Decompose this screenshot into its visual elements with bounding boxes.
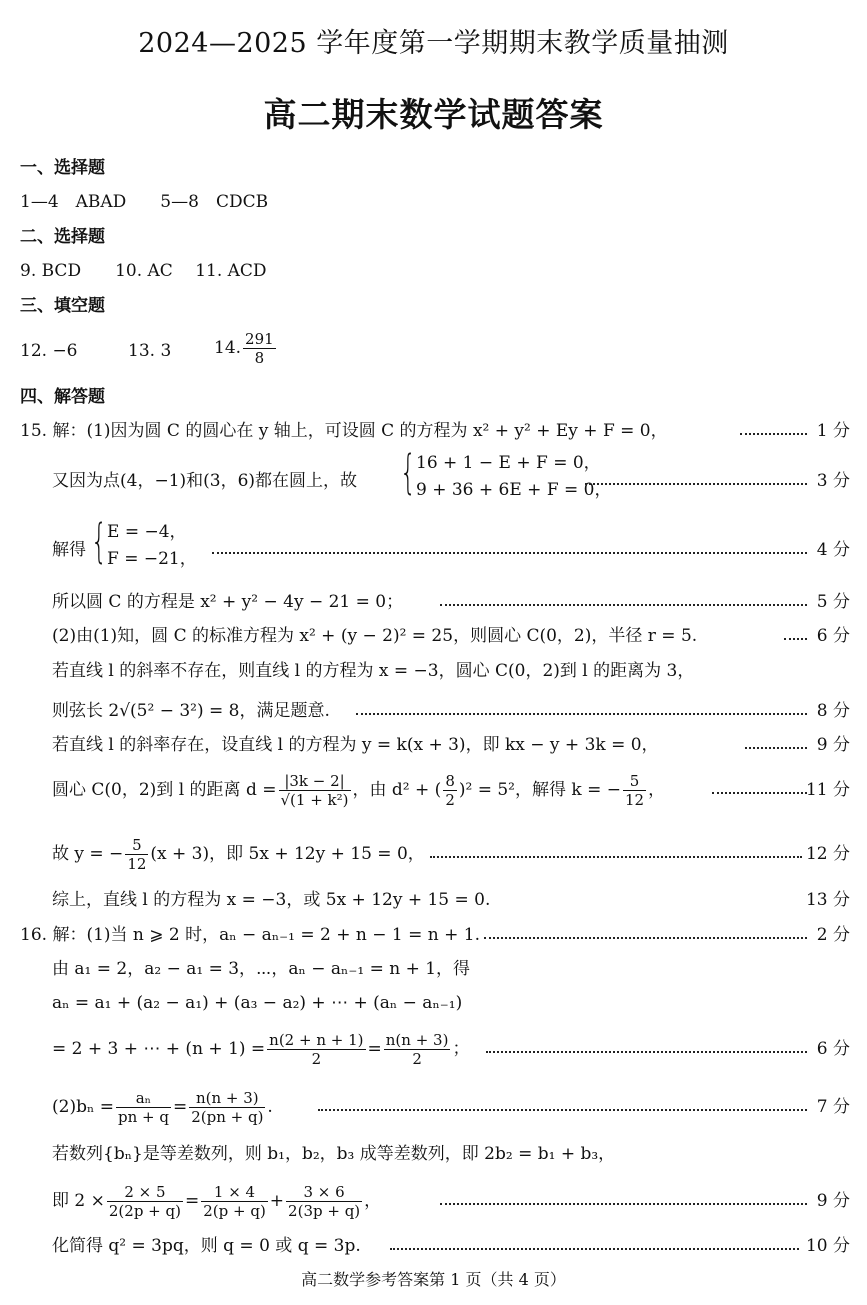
score-label: 10 分 — [805, 1236, 850, 1256]
text-segment: + — [269, 1191, 285, 1211]
q15-line-7-text: 则弦长 2√(5² − 3²) = 8，满足题意. — [52, 701, 330, 721]
text-segment: (2)bₙ = — [52, 1097, 114, 1117]
text-segment: = — [172, 1097, 188, 1117]
fraction-numerator: 3 × 6 — [286, 1183, 362, 1202]
equation-row: 16 + 1 − E + F = 0， — [416, 453, 601, 473]
text-segment: = — [184, 1191, 200, 1211]
q16-line-3-text: aₙ = a₁ + (a₂ − a₁) + (a₃ − a₂) + ⋯ + (aₙ − aₙ₋₁) — [52, 993, 463, 1013]
q16-line-4 — [0, 1031, 867, 1068]
q16-line-7-text — [52, 1183, 381, 1220]
fraction-numerator: 291 — [245, 330, 274, 348]
leader-dots — [440, 604, 807, 606]
fraction-denominator: pn + q — [117, 1108, 169, 1126]
section-heading-fill-blank: 三、填空题 — [20, 296, 105, 316]
score-label: 9 分 — [816, 735, 850, 755]
leader-dots — [356, 713, 807, 715]
leader-dots — [390, 1248, 799, 1250]
fraction — [125, 836, 148, 873]
text-segment: (x + 3)，即 5x + 12y + 15 = 0， — [150, 844, 425, 864]
q15-line-10-text — [52, 836, 425, 873]
text-segment: = 2 + 3 + ⋯ + (n + 1) = — [52, 1039, 266, 1059]
leader-dots — [740, 433, 807, 435]
text-segment: )² = 5²，解得 k = − — [458, 780, 621, 800]
q15-line-5-text: (2)由(1)知，圆 C 的标准方程为 x² + (y − 2)² = 25，则圆心 C(0，2)，半径 r = 5. — [52, 626, 698, 646]
q15-line-7 — [0, 703, 867, 725]
q15-line-4 — [0, 594, 867, 616]
q15-line-6-text: 若直线 l 的斜率不存在，则直线 l 的方程为 x = −3，圆心 C(0，2)到 l 的距离为 3， — [52, 661, 695, 681]
leader-dots — [430, 856, 802, 858]
q15-line-9 — [0, 772, 867, 809]
text-segment: ， — [648, 780, 666, 800]
q16-line-3 — [0, 995, 867, 1017]
section-heading-choice: 一、选择题 — [20, 158, 105, 178]
fraction-denominator: 2 — [445, 791, 455, 809]
fraction-numerator: n(2 + n + 1) — [269, 1031, 364, 1049]
left-brace: { — [400, 445, 417, 499]
text-segment: ； — [452, 1039, 470, 1059]
q16-line-8 — [0, 1238, 867, 1260]
page-title: 高二期末数学试题答案 — [263, 95, 604, 134]
text-segment: 圆心 C(0，2)到 l 的距离 d = — [52, 780, 277, 800]
q16-line-1 — [0, 927, 867, 949]
score-label: 12 分 — [805, 844, 850, 864]
q15-line-5 — [0, 628, 867, 650]
q15-line-11 — [0, 892, 867, 914]
q15-line-4-text: 所以圆 C 的方程是 x² + y² − 4y − 21 = 0； — [52, 592, 404, 612]
q16-line-5 — [0, 1089, 867, 1126]
score-label: 9 分 — [816, 1191, 850, 1211]
score-label: 7 分 — [816, 1097, 850, 1117]
answer-12: 12. −6 — [20, 341, 78, 361]
fraction-numerator: 1 × 4 — [201, 1183, 268, 1202]
q16-line-2-text: 由 a₁ = 2，a₂ − a₁ = 3，⋯，aₙ − aₙ₋₁ = n + 1，得 — [52, 959, 471, 979]
leader-dots — [486, 1051, 807, 1053]
q16-line-8-text: 化简得 q² = 3pq，则 q = 0 或 q = 3p. — [52, 1236, 361, 1256]
equation-row: 9 + 36 + 6E + F = 0， — [416, 480, 612, 500]
equation-system — [400, 445, 612, 503]
fraction — [623, 772, 646, 809]
fraction-denominator: 2(p + q) — [203, 1202, 266, 1220]
fraction-numerator: 5 — [623, 772, 646, 791]
fraction-numerator: |3k − 2| — [279, 772, 351, 791]
answer-14 — [214, 330, 278, 367]
fraction — [384, 1031, 451, 1068]
score-label: 2 分 — [816, 925, 850, 945]
fraction — [107, 1183, 183, 1220]
fraction-numerator: n(n + 3) — [385, 1031, 449, 1049]
fraction — [443, 772, 457, 809]
q15-line-3 — [0, 514, 867, 569]
q15-line-1 — [0, 423, 867, 445]
fraction-numerator: 5 — [125, 836, 148, 855]
fraction-denominator: 2(pn + q) — [191, 1108, 264, 1126]
q16-line-5-text — [52, 1089, 273, 1126]
leader-dots — [484, 937, 807, 939]
leader-dots — [712, 792, 807, 794]
fraction-denominator: 2 — [412, 1050, 422, 1068]
exam-title: 2024—2025 学年度第一学期期末教学质量抽测 — [138, 28, 729, 59]
score-label: 6 分 — [816, 1039, 850, 1059]
fraction-numerator: 2 × 5 — [107, 1183, 183, 1202]
score-label: 5 分 — [816, 592, 850, 612]
q15-line-8-text: 若直线 l 的斜率存在，设直线 l 的方程为 y = k(x + 3)，即 kx − y + 3k = 0， — [52, 735, 659, 755]
q15-line-3-text: 解得 — [52, 540, 86, 560]
equation-system — [91, 514, 211, 572]
fraction-denominator: √(1 + k²) — [280, 791, 349, 809]
fraction-denominator: 2 — [311, 1050, 322, 1068]
score-label: 4 分 — [816, 540, 850, 560]
q15-line-1-text: 15. 解：(1)因为圆 C 的圆心在 y 轴上，可设圆 C 的方程为 x² + y² + Ey + F = 0， — [20, 421, 668, 441]
multi-choice-answers-row: 9. BCD 10. AC 11. ACD — [20, 261, 267, 281]
fraction — [279, 772, 351, 809]
text-segment: ，由 d² + ( — [352, 780, 442, 800]
fraction-numerator: n(n + 3) — [189, 1089, 265, 1108]
fraction-denominator: 2(2p + q) — [108, 1202, 181, 1220]
score-label: 3 分 — [816, 471, 850, 491]
q15-line-2-text: 又因为点(4，−1)和(3，6)都在圆上，故 — [52, 471, 358, 491]
answer-14-label: 14. — [214, 338, 242, 358]
q15-line-8 — [0, 737, 867, 759]
score-label: 11 分 — [805, 780, 850, 800]
fraction-numerator: 8 — [445, 772, 455, 790]
q15-line-10 — [0, 836, 867, 873]
fraction — [201, 1183, 268, 1220]
leader-dots — [745, 747, 807, 749]
q15-line-11-text: 综上，直线 l 的方程为 x = −3，或 5x + 12y + 15 = 0. — [52, 890, 491, 910]
fraction — [116, 1089, 171, 1126]
q16-line-2 — [0, 961, 867, 983]
q16-line-4-text — [52, 1031, 469, 1068]
fraction-denominator: 8 — [254, 349, 265, 367]
fraction — [189, 1089, 265, 1126]
answer-14-fraction — [243, 330, 276, 367]
fraction-numerator: aₙ — [116, 1089, 171, 1108]
q15-line-2 — [0, 445, 867, 500]
equation-row: E = −4， — [107, 522, 187, 542]
fraction — [286, 1183, 362, 1220]
score-label: 8 分 — [816, 701, 850, 721]
fraction-denominator: 2(3p + q) — [288, 1202, 361, 1220]
answer-13: 13. 3 — [128, 341, 172, 361]
left-brace: { — [91, 514, 108, 568]
equation-row: F = −21， — [107, 549, 197, 569]
section-heading-multi-choice: 二、选择题 — [20, 227, 105, 247]
text-segment: = — [367, 1039, 382, 1059]
fraction — [267, 1031, 365, 1068]
choice-answers-row: 1—4 ABAD 5—8 CDCB — [20, 192, 269, 212]
leader-dots — [440, 1203, 807, 1205]
section-heading-solutions: 四、解答题 — [20, 387, 105, 407]
fraction-denominator: 12 — [625, 791, 645, 809]
leader-dots — [585, 483, 807, 485]
score-label: 13 分 — [805, 890, 850, 910]
score-label: 6 分 — [816, 626, 850, 646]
q16-line-6-text: 若数列{bₙ}是等差数列，则 b₁，b₂，b₃ 成等差数列，即 2b₂ = b₁ + b₃， — [52, 1144, 616, 1164]
leader-dots — [212, 552, 807, 554]
text-segment: ， — [364, 1191, 382, 1211]
leader-dots — [318, 1109, 807, 1111]
leader-dots — [784, 638, 807, 640]
text-segment: 故 y = − — [52, 844, 124, 864]
q16-line-1-text: 16. 解：(1)当 n ⩾ 2 时，aₙ − aₙ₋₁ = 2 + n − 1 = n + 1. — [20, 925, 480, 945]
score-label: 1 分 — [816, 421, 850, 441]
q15-line-6 — [0, 663, 867, 685]
text-segment: . — [267, 1097, 273, 1117]
fraction-denominator: 12 — [127, 855, 147, 873]
text-segment: 即 2 × — [52, 1191, 105, 1211]
q16-line-6 — [0, 1146, 867, 1168]
q15-line-9-text — [52, 772, 665, 809]
page-footer: 高二数学参考答案第 1 页（共 4 页） — [301, 1270, 566, 1289]
